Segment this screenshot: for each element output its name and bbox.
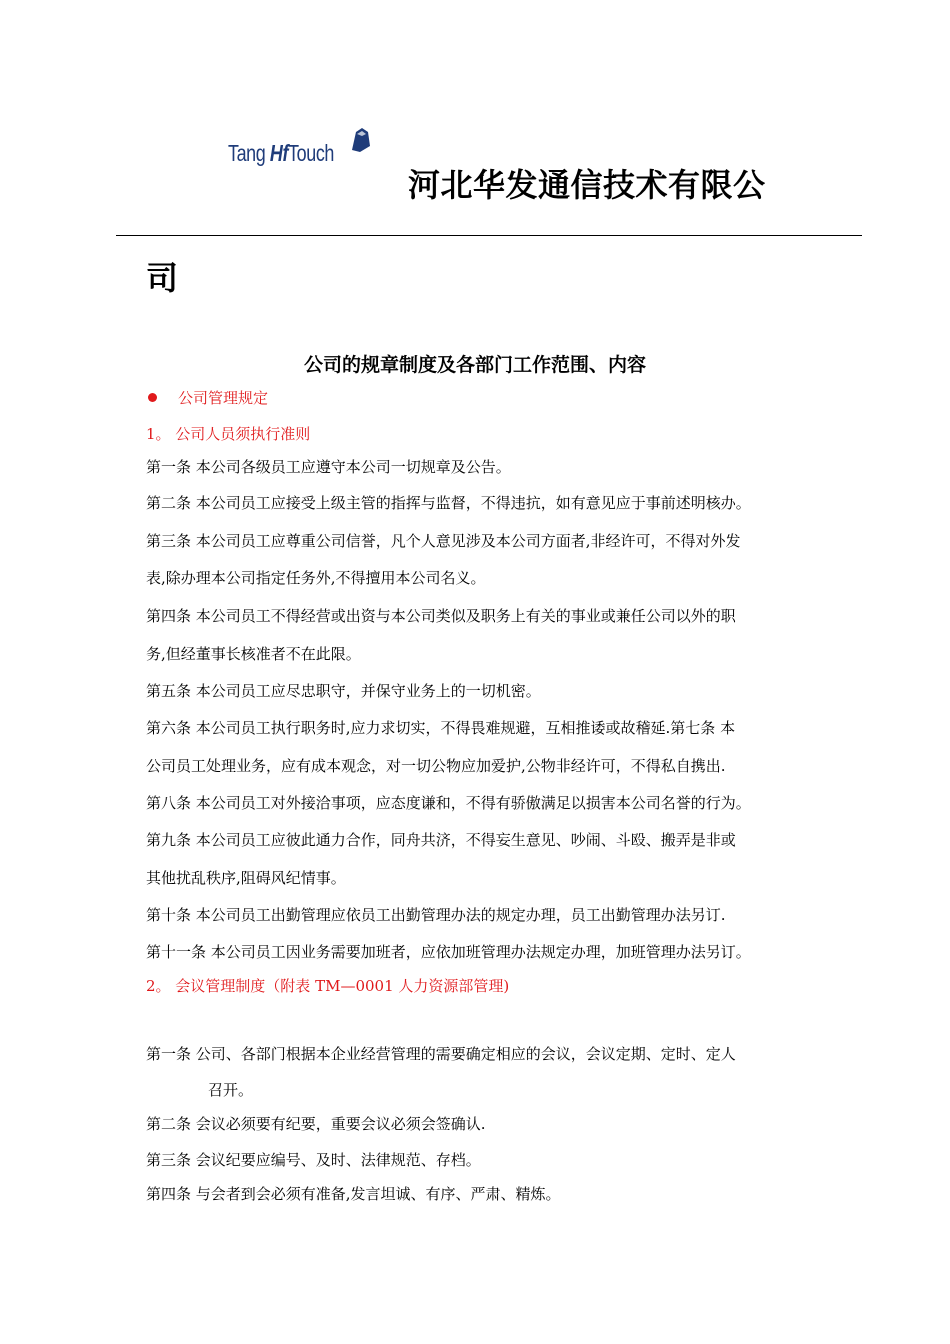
section1-heading: 1。 公司人员须执行准则	[146, 425, 311, 443]
section-bullet-heading: 公司管理规定	[178, 389, 269, 407]
header-rule	[116, 235, 862, 236]
rule-line: 其他扰乱秩序,阻碍风纪情事。	[146, 869, 346, 887]
bullet-icon	[148, 393, 157, 402]
rule-line: 第十一条 本公司员工因业务需要加班者，应依加班管理办法规定办理，加班管理办法另订。	[146, 943, 751, 961]
rule-line: 第二条 会议必须要有纪要，重要会议必须会签确认.	[146, 1115, 486, 1133]
logo-suffix: Touch	[288, 140, 335, 166]
document-title: 公司的规章制度及各部门工作范围、内容	[303, 354, 646, 376]
rule-line: 第三条 会议纪要应编号、及时、法律规范、存档。	[146, 1151, 481, 1169]
rule-line: 第一条 公司、各部门根据本企业经营管理的需要确定相应的会议，会议定期、定时、定人	[146, 1045, 736, 1063]
company-name-line2: 司	[146, 259, 179, 297]
rule-line: 第六条 本公司员工执行职务时,应力求切实，不得畏难规避，互相推诿或故稽延.第七条 本	[146, 719, 736, 737]
rule-line: 务,但经董事长核准者不在此限。	[146, 645, 361, 663]
section2-heading: 2。 会议管理制度（附表 TM—0001 人力资源部管理)	[146, 977, 510, 995]
logo-prefix: Tang	[228, 140, 270, 166]
rule-line: 第三条 本公司员工应尊重公司信誉，凡个人意见涉及本公司方面者,非经许可，不得对外发	[146, 532, 741, 550]
rule-line: 第一条 本公司各级员工应遵守本公司一切规章及公告。	[146, 458, 511, 476]
rule-line: 第五条 本公司员工应尽忠职守，并保守业务上的一切机密。	[146, 682, 541, 700]
rule-line: 第十条 本公司员工出勤管理应依员工出勤管理办法的规定办理，员工出勤管理办法另订.	[146, 906, 726, 924]
rule-line: 第八条 本公司员工对外接洽事项，应态度谦和，不得有骄傲满足以损害本公司名誉的行为。	[146, 794, 751, 812]
rule-line: 第九条 本公司员工应彼此通力合作，同舟共济，不得妄生意见、吵闹、斗殴、搬弄是非或	[146, 831, 736, 849]
rule-line: 第二条 本公司员工应接受上级主管的指挥与监督，不得违抗，如有意见应于事前述明核办。	[146, 494, 751, 512]
logo-hf: Hf	[269, 140, 289, 166]
company-logo	[228, 122, 378, 182]
rule-line: 召开。	[208, 1081, 254, 1099]
rule-line: 第四条 本公司员工不得经营或出资与本公司类似及职务上有关的事业或兼任公司以外的职	[146, 607, 736, 625]
rule-line: 公司员工处理业务，应有成本观念，对一切公物应加爱护,公物非经许可，不得私自携出.	[146, 757, 726, 775]
rule-line: 表,除办理本公司指定任务外,不得擅用本公司名义。	[146, 569, 486, 587]
logo-wordmark	[228, 140, 334, 167]
finger-touch-icon	[346, 124, 376, 154]
rule-line: 第四条 与会者到会必须有准备,发言坦诚、有序、严肃、精炼。	[146, 1185, 561, 1203]
company-name-line1: 河北华发通信技术有限公	[408, 166, 766, 204]
